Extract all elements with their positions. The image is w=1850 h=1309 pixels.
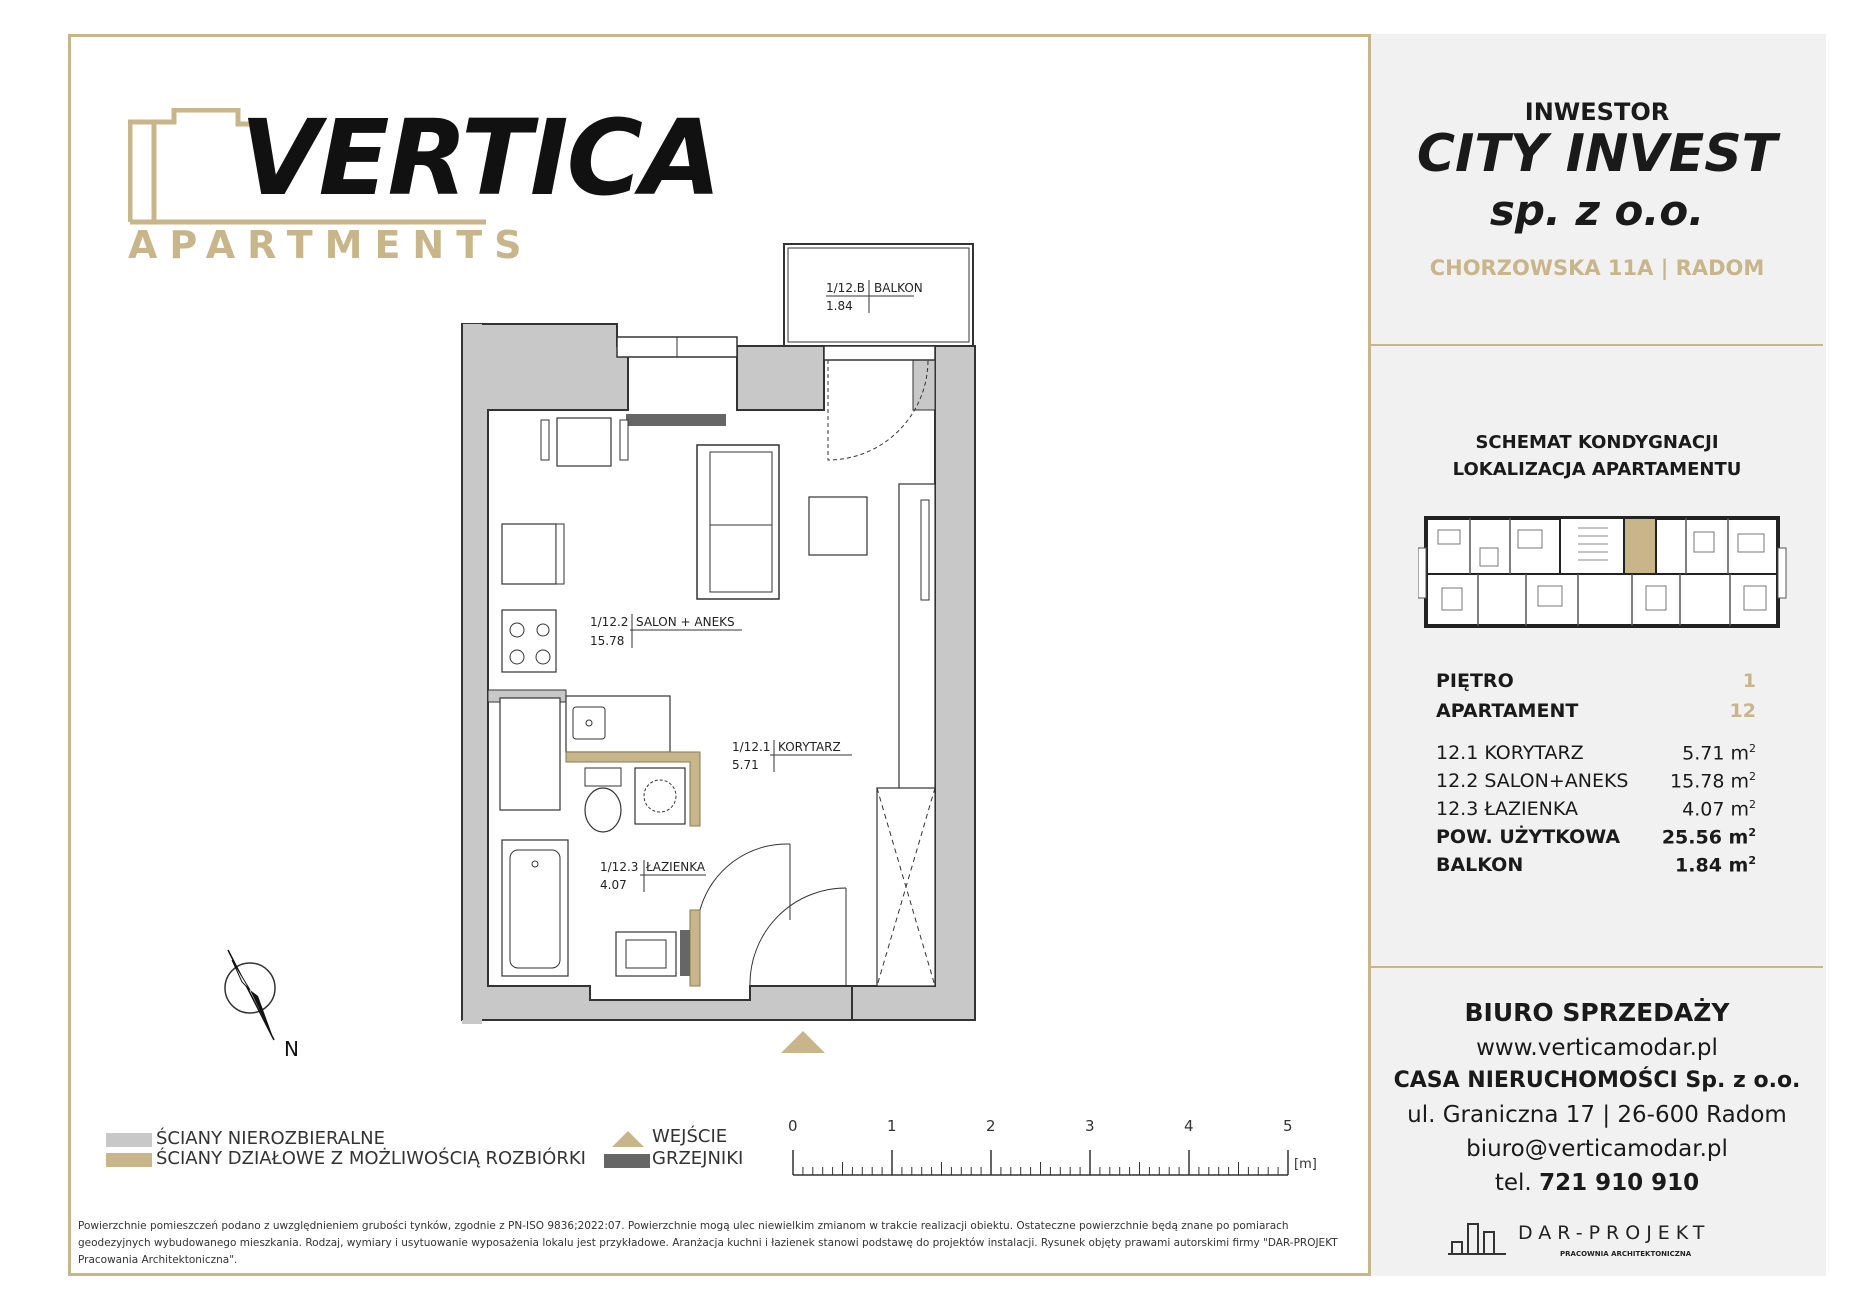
scale-tick-label: 0: [788, 1117, 798, 1135]
room-area: 5.71 m: [1682, 742, 1749, 765]
sales-website-link[interactable]: www.verticamodar.pl: [1476, 1035, 1718, 1061]
sales-email-link[interactable]: biuro@verticamodar.pl: [1466, 1136, 1728, 1162]
unit-superscript: 2: [1748, 826, 1756, 839]
unit-superscript: 2: [1749, 770, 1756, 783]
bathroom-area: 4.07: [600, 878, 627, 892]
scale-tick-label: 2: [986, 1117, 996, 1135]
balcony-area: 1.84: [826, 299, 853, 313]
scale-tick-label: 4: [1184, 1117, 1194, 1135]
sales-company: CASA NIERUCHOMOŚCI Sp. z o.o.: [1393, 1068, 1801, 1093]
sidebar-divider: [1371, 966, 1823, 968]
phone-prefix: tel.: [1494, 1170, 1532, 1196]
fridge: [502, 524, 556, 584]
scale-tick-label: 3: [1085, 1117, 1095, 1135]
room-name: 12.2 SALON+ANEKS: [1436, 770, 1629, 792]
unit-superscript: 2: [1749, 742, 1756, 755]
cooktop: [502, 610, 556, 672]
balcony-outline: [784, 244, 973, 346]
apartment-label: APARTAMENT: [1436, 700, 1579, 722]
unit-superscript: 2: [1749, 798, 1756, 811]
washbasin: [616, 932, 676, 976]
phone-number: 721 910 910: [1539, 1170, 1700, 1196]
sales-address: ul. Graniczna 17 | 26-600 Radom: [1407, 1102, 1787, 1128]
toilet: [585, 788, 621, 832]
usable-area-label: POW. UŻYTKOWA: [1436, 826, 1621, 848]
balcony-value: 1.84 m: [1675, 854, 1749, 877]
room-name: 12.3 ŁAZIENKA: [1436, 798, 1578, 820]
scheme-subtitle: LOKALIZACJA APARTAMENTU: [1452, 459, 1742, 480]
architect-subtitle: PRACOWNIA ARCHITEKTONICZNA: [1560, 1250, 1692, 1258]
legend-radiators: GRZEJNIKI: [652, 1148, 744, 1169]
dining-table: [557, 418, 611, 466]
coffee-table: [809, 497, 867, 555]
balcony-name: BALKON: [874, 281, 923, 295]
investor-address: CHORZOWSKA 11A | RADOM: [1429, 256, 1765, 280]
scale-bar: [793, 1150, 1288, 1175]
bathroom-code: 1/12.3: [600, 860, 639, 874]
floor-label: PIĘTRO: [1436, 670, 1514, 692]
entrance-marker: [781, 1031, 825, 1053]
sales-heading: BIURO SPRZEDAŻY: [1464, 998, 1730, 1027]
bathtub: [502, 840, 568, 976]
wall-window-pier: [737, 346, 824, 410]
architect-name: DAR-PROJEKT: [1518, 1222, 1711, 1244]
legend-swatch-fixed: [106, 1133, 152, 1147]
corridor-code: 1/12.1: [732, 740, 771, 754]
floor-value: 1: [1742, 670, 1756, 692]
investor-company: CITY INVEST: [1416, 124, 1778, 184]
disclaimer-footnote: Powierzchnie pomieszczeń podano z uwzględnieniem grubości tynków, zgodnie z PN-ISO 9836;2022:07. Powierzchnie mogą ulec niewielkim zmianom w trakcie realizacji obiektu. Ostateczne powierzchnie będą znane po pomiarach geodezyjnych wybudowanego mieszkania. Rodzaj, wymiary i usytuowanie wyposażenia lokalu jest przykładowe. Aranżacja kuchni i łazienek stanowi podstawę do projektów instalacji. Rysunek objęty prawami autorskimi firmy "DAR-PROJEKT Pracowania Architektoniczna".: [78, 1220, 1338, 1266]
scale-tick-label: 1: [887, 1117, 897, 1135]
sales-phone[interactable]: [1371, 1170, 1823, 1196]
living-code: 1/12.2: [590, 615, 629, 629]
floor-scheme-map: [1418, 508, 1788, 644]
balcony-label: BALKON: [1436, 854, 1524, 876]
room-area: 15.78 m: [1670, 770, 1749, 793]
room-name: 12.1 KORYTARZ: [1436, 742, 1584, 764]
balcony-code: 1/12.B: [826, 281, 865, 295]
room-area: 4.07 m: [1682, 798, 1749, 821]
scale-unit: [m]: [1294, 1157, 1317, 1172]
living-area: 15.78: [590, 634, 625, 648]
corridor-area: 5.71: [732, 758, 759, 772]
balcony-door-frame: [824, 346, 935, 360]
brand-name: VERTICA: [240, 97, 720, 219]
usable-area-value: 25.56 m: [1661, 826, 1749, 849]
living-name: SALON + ANEKS: [636, 615, 735, 629]
legend-walls-fixed: ŚCIANY NIEROZBIERALNE: [156, 1128, 385, 1149]
apartment-highlight: [1624, 518, 1656, 574]
north-label: N: [284, 1037, 299, 1061]
entrance-legend-icon: [610, 1129, 646, 1149]
unit-superscript: 2: [1748, 854, 1756, 867]
sidebar-divider: [1371, 344, 1823, 346]
scale-tick-label: 5: [1283, 1117, 1293, 1135]
scheme-title: SCHEMAT KONDYGNACJI: [1475, 432, 1719, 453]
apartment-value: 12: [1729, 700, 1756, 722]
radiator: [626, 414, 726, 426]
bathroom-name: ŁAZIENKA: [646, 860, 706, 874]
legend-walls-removable: ŚCIANY DZIAŁOWE Z MOŻLIWOŚCIĄ ROZBIÓRKI: [156, 1148, 586, 1169]
legend-swatch-removable: [106, 1153, 152, 1167]
investor-heading: INWESTOR: [1524, 98, 1670, 126]
north-arrow-icon: [225, 950, 275, 1040]
corridor-name: KORYTARZ: [778, 740, 841, 754]
legend-entrance: WEJŚCIE: [652, 1126, 728, 1147]
investor-company-suffix: sp. z o.o.: [1489, 186, 1705, 235]
architect-logo-icon: [1448, 1218, 1508, 1258]
kitchen-sink: [566, 696, 670, 752]
legend-swatch-radiator: [604, 1154, 650, 1168]
brand-tagline: APARTMENTS: [128, 223, 534, 267]
